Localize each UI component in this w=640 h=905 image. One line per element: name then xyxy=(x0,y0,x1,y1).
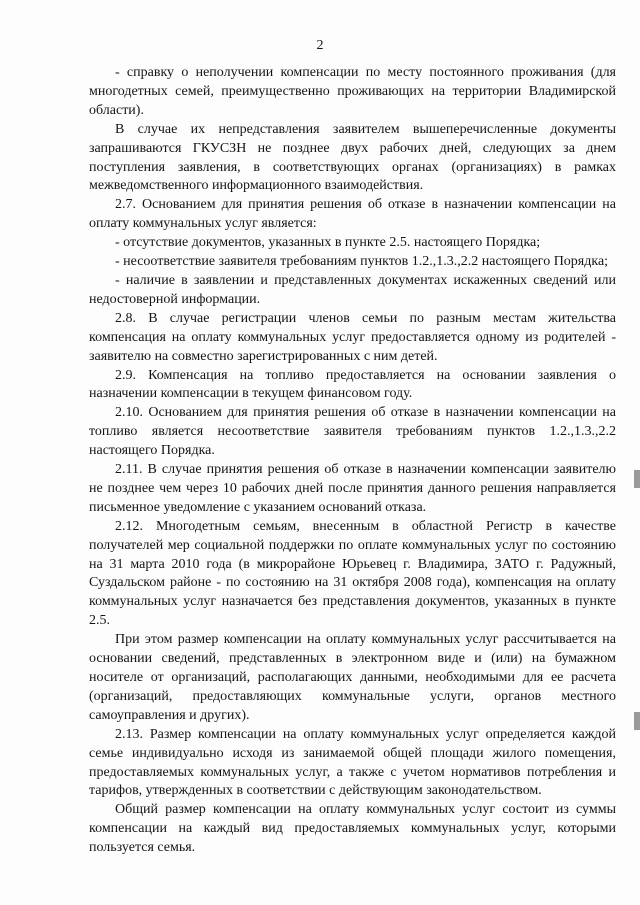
paragraph-2-8: 2.8. В случае регистрации членов семьи по разным местам жительства компенсация на оплату коммунальных услуг предоставляется одному из родителей - заявителю на совместно зарегистрированных с ним детей. xyxy=(89,310,616,364)
paragraph-2-13: 2.13. Размер компенсации на оплату коммунальных услуг определяется каждой семье индивидуально исходя из занимаемой общей площади жилого помещения, предоставляемых коммунальных услуг, а также с учетом нормативов потребления и тарифов, утвержденных в соответствии с действующим законодательством. xyxy=(89,726,616,799)
scan-edge-mark xyxy=(634,712,640,730)
paragraph-interagency-request: В случае их непредставления заявителем вышеперечисленные документы запрашиваются ГКУСЗН не позднее двух рабочих дней, следующих за днем поступления заявления, в соответствующих органах (организациях) в рамках межведомственного информационного взаимодействия. xyxy=(89,121,616,194)
paragraph-total-compensation: Общий размер компенсации на оплату коммунальных услуг состоит из суммы компенсации на каждый вид предоставляемых коммунальных услуг, которыми пользуется семья. xyxy=(89,802,616,856)
page-number: 2 xyxy=(316,38,324,53)
paragraph-2-12: 2.12. Многодетным семьям, внесенным в областной Регистр в качестве получателей мер социальной поддержки по оплате коммунальных услуг по состоянию на 31 марта 2010 года (в микрорайоне Юрьевец г. Владимира, ЗАТО г. Радужный, Суздальском районе - по состоянию на 31 октября 2008 года), компенсация на оплату коммунальных услуг назначается без представления документов, указанных в пункте 2.5. xyxy=(89,518,616,629)
paragraph-2-10: 2.10. Основанием для принятия решения об отказе в назначении компенсации на топливо является несоответствие заявителя требованиям пунктов 1.2.,1.3.,2.2 настоящего Порядка. xyxy=(89,405,616,459)
document-body xyxy=(89,64,616,858)
paragraph-2-9: 2.9. Компенсация на топливо предоставляется на основании заявления о назначении компенсации в текущем финансовом году. xyxy=(89,367,616,402)
paragraph-2-7-item-1: - отсутствие документов, указанных в пункте 2.5. настоящего Порядка; xyxy=(115,235,541,251)
paragraph-document-requirement: - справку о неполучении компенсации по месту постоянного проживания (для многодетных семей, преимущественно проживающих на территории Владимирской области). xyxy=(89,65,616,118)
paragraph-2-11: 2.11. В случае принятия решения об отказе в назначении компенсации заявителю не позднее чем через 10 рабочих дней после принятия данного решения направляется письменное уведомление с указанием оснований отказа. xyxy=(89,462,616,515)
paragraph-2-7-item-2: - несоответствие заявителя требованиям пунктов 1.2.,1.3.,2.2 настоящего Порядка; xyxy=(115,254,609,270)
scan-edge-mark xyxy=(634,470,640,488)
paragraph-2-7: 2.7. Основанием для принятия решения об отказе в назначении компенсации на оплату коммунальных услуг является: xyxy=(89,197,616,232)
paragraph-2-7-item-3: - наличие в заявлении и представленных документах искаженных сведений или недостоверной информации. xyxy=(89,272,616,307)
paragraph-2-12-calculation: При этом размер компенсации на оплату коммунальных услуг рассчитывается на основании сведений, представленных в электронном виде и (или) на бумажном носителе от организаций, располагающих данными, необходимыми для ее расчета (организаций, предоставляющих коммунальные услуги, органов местного самоуправления и других). xyxy=(89,632,616,723)
